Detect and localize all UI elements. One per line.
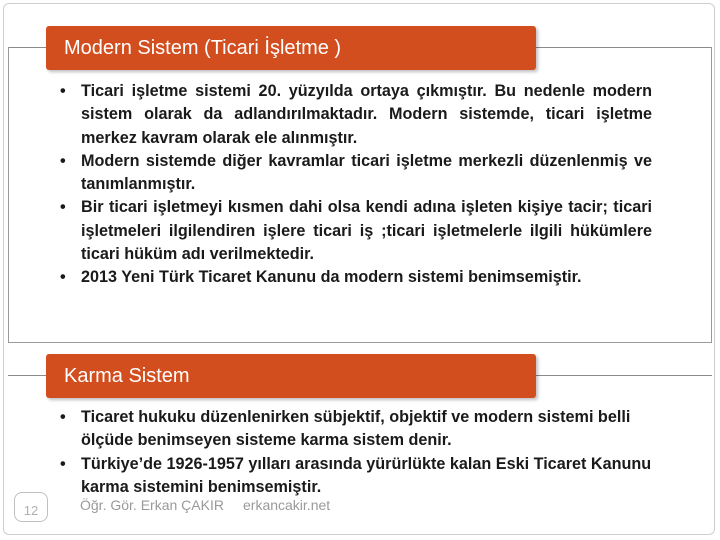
- section1-title: Modern Sistem (Ticari İşletme ): [46, 26, 536, 70]
- section2-bullet: • Ticaret hukuku düzenlenirken sübjektif, objektif ve modern sistemi belli ölçüde benimseyen sisteme karma sistem denir.: [54, 406, 664, 453]
- section1-bullet: • Modern sistemde diğer kavramlar ticari işletme merkezli düzenlenmiş ve tanımlanmıştır.: [54, 150, 652, 197]
- footer-author: Öğr. Gör. Erkan ÇAKIR: [80, 497, 224, 513]
- page-number: 12: [14, 492, 48, 522]
- section2-bullet: • Türkiye’de 1926-1957 yılları arasında yürürlükte kalan Eski Ticaret Kanunu karma sistemini benimsemiştir.: [54, 453, 664, 500]
- section1-bullet-list: [54, 80, 652, 290]
- footer-website: erkancakir.net: [243, 497, 331, 513]
- section2-bullet-list: [54, 406, 664, 499]
- section1-bullet: • Ticari işletme sistemi 20. yüzyılda ortaya çıkmıştır. Bu nedenle modern sistem olarak da adlandırılmaktadır. Modern sistemde, ticari işletme merkez kavram olarak ele alınmıştır.: [54, 80, 652, 150]
- section1-bullet: • Bir ticari işletmeyi kısmen dahi olsa kendi adına işleten kişiye tacir; ticari işletmeleri ilgilendiren işlere ticari iş ;ticari işletmelerle ilgili hükümlere ticari hüküm adı verilmektedir.: [54, 196, 652, 266]
- section1-bullet: • 2013 Yeni Türk Ticaret Kanunu da modern sistemi benimsemiştir.: [54, 266, 652, 289]
- section2-title: Karma Sistem: [46, 354, 536, 398]
